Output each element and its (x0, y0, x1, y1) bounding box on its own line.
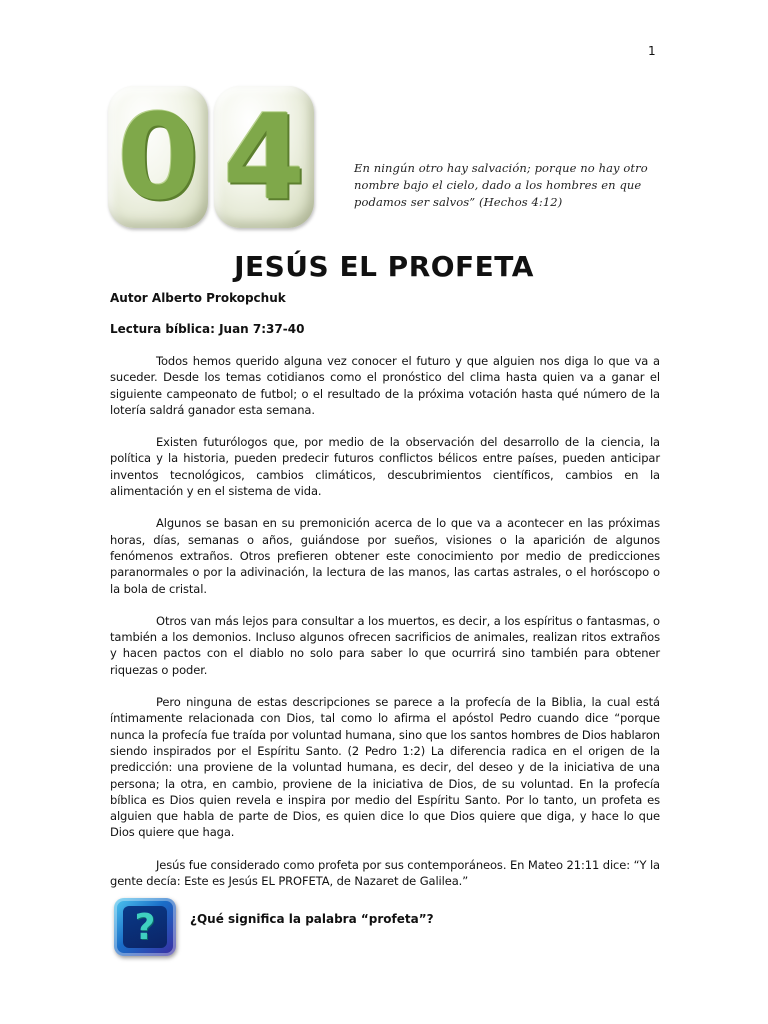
paragraph: Algunos se basan en su premonición acerca de lo que va a acontecer en las próximas horas, días, semanas o años, guiándose por sueños, visiones o la aparición de algunos fenómenos extraños. Otros prefieren obtener este conocimiento por medio de predicciones paranormales o por la adivinación, la lectura de las manos, las cartas astrales, o el horóscopo o la bola de cristal. (110, 516, 660, 596)
lesson-number-tile (214, 86, 314, 228)
question-glyph: ? (134, 906, 156, 948)
document-title: JESÚS EL PROFETA (234, 250, 534, 283)
paragraph: Jesús fue considerado como profeta por sus contemporáneos. En Mateo 21:11 dice: “Y la gente decía: Este es Jesús EL PROFETA, de Nazaret de Galilea.” (110, 857, 660, 889)
question-prompt: ¿Qué significa la palabra “profeta”? (190, 912, 434, 926)
lesson-digit: 0 (116, 88, 200, 226)
paragraph: Todos hemos querido alguna vez conocer el futuro y que alguien nos diga lo que va a suceder. Desde los temas cotidianos como el pronóstico del clima hasta quien va a ganar el siguiente campeonato de futbol; o el resultado de la próxima votación hasta qué número de la lotería saldrá ganador esta semana. (110, 354, 660, 417)
body-text (110, 353, 660, 905)
paragraph: Otros van más lejos para consultar a los muertos, es decir, a los espíritus o fantasmas, o también a los demonios. Incluso algunos ofrecen sacrificios de animales, realizan ritos extraños y hacen pactos con el diablo no solo para saber lo que ocurrirá sino también para obtener riquezas o poder. (110, 613, 660, 677)
lesson-number-tile (108, 86, 208, 228)
bible-reading-line: Lectura bíblica: Juan 7:37-40 (110, 322, 305, 336)
question-icon-face (123, 906, 167, 948)
paragraph: Pero ninguna de estas descripciones se parece a la profecía de la Biblia, la cual está íntimamente relacionada con Dios, tal como lo afirma el apóstol Pedro cuando dice “porque nunca la profecía fue traída por voluntad humana, sino que los santos hombres de Dios hablaron siendo inspirados por el Espíritu Santo. (2 Pedro 1:2) La diferencia radica en el origen de la predicción: una proviene de la voluntad humana, es decir, del deseo y de la iniciativa de una persona; la otra, en cambio, proviene de la iniciativa de Dios, de su voluntad. En la profecía bíblica es Dios quien revela e inspira por medio del Espíritu Santo. Por lo tanto, un profeta es alguien que habla de parte de Dios, es quien dice lo que Dios quiere que diga, y hace lo que Dios quiere que haga. (110, 695, 660, 840)
question-mark-icon (114, 898, 176, 956)
paragraph: Existen futurólogos que, por medio de la observación del desarrollo de la ciencia, la política y la historia, pueden predecir futuros conflictos bélicos entre países, pueden anticipar inventos tecnológicos, cambios climáticos, descubrimientos científicos, cambios en la alimentación y en el sistema de vida. (110, 435, 660, 499)
author-line: Autor Alberto Prokopchuk (110, 291, 286, 305)
page-number: 1 (648, 44, 656, 58)
epigraph-quote: En ningún otro hay salvación; porque no hay otro nombre bajo el cielo, dado a los hombres en que podamos ser salvos” (Hechos 4:12) (354, 161, 648, 209)
lesson-digit: 4 (222, 88, 306, 226)
